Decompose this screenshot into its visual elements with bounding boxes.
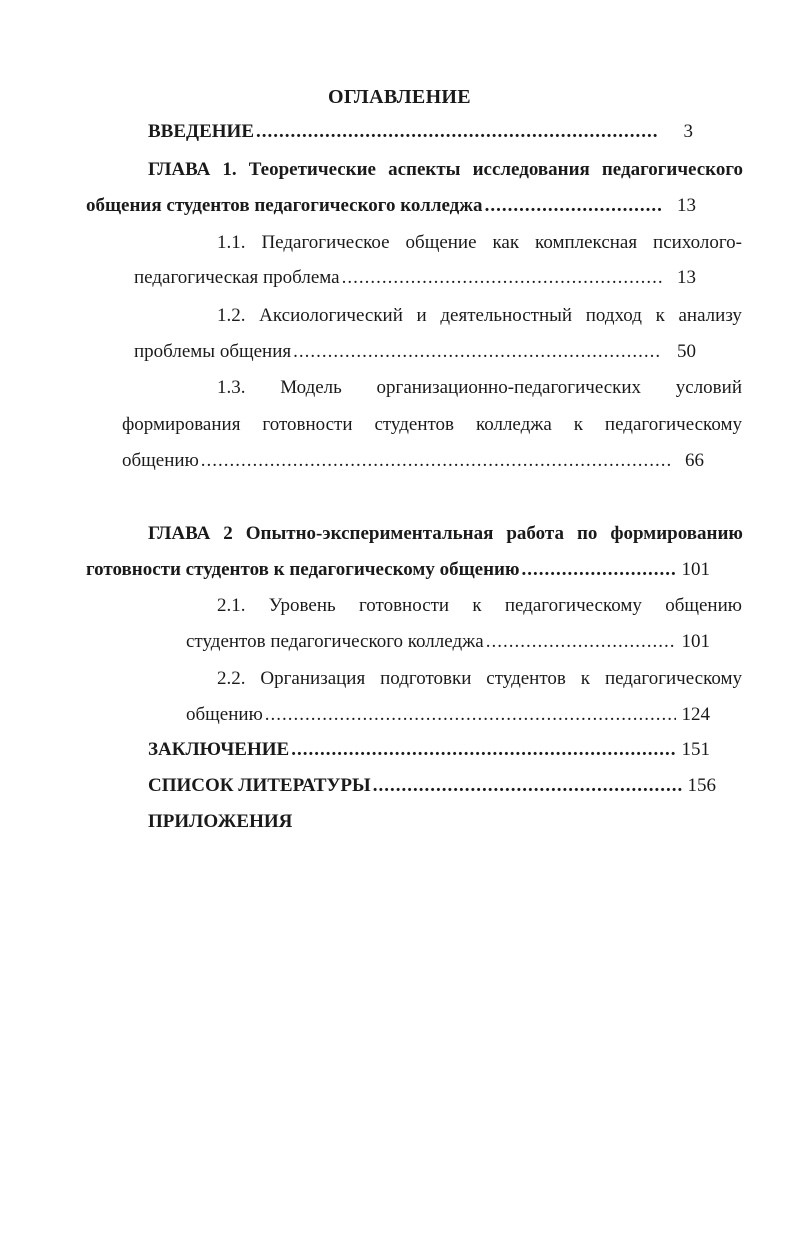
toc-section-1-1-line2: педагогическая проблема ..... 13 <box>134 266 696 290</box>
toc-entry-references: СПИСОК ЛИТЕРАТУРЫ ..... 156 <box>148 774 716 798</box>
dot-leader <box>265 703 676 727</box>
toc-section-2-2-line2: общению ..... 124 <box>186 703 710 727</box>
toc-title: ОГЛАВЛЕНИЕ <box>328 86 471 108</box>
toc-chapter1-line1: ГЛАВА 1. Теоретические аспекты исследования педагогического <box>148 159 743 180</box>
toc-section-1-3-line2: формирования готовности студентов колледжа к педагогическому <box>122 414 742 435</box>
dot-leader <box>293 340 662 364</box>
toc-chapter1-line2: общения студентов педагогического колледжа ..... 13 <box>86 194 696 218</box>
toc-page-number: 101 <box>681 559 710 580</box>
dot-leader <box>373 774 682 798</box>
toc-section-1-3-line1: 1.3. Модель организационно-педагогических условий <box>217 377 742 398</box>
toc-entry-conclusion: ЗАКЛЮЧЕНИЕ ..... 151 <box>148 738 710 762</box>
toc-entry-intro <box>148 120 693 144</box>
toc-page-number: 13 <box>677 195 696 216</box>
toc-page-number: 66 <box>685 450 704 471</box>
scan-speck <box>385 496 395 498</box>
toc-section-1-3-line3: общению ..... 66 <box>122 449 704 473</box>
dot-leader <box>522 558 676 582</box>
dot-leader <box>256 120 659 144</box>
dot-leader <box>201 449 670 473</box>
toc-section-1-1-line1: 1.1. Педагогическое общение как комплексная психолого- <box>217 232 742 253</box>
dot-leader <box>291 738 676 762</box>
dot-leader <box>485 194 662 218</box>
toc-entry-appendix: ПРИЛОЖЕНИЯ <box>148 811 293 832</box>
toc-page-number: 101 <box>681 631 710 652</box>
toc-section-1-2-line2: проблемы общения ..... 50 <box>134 340 696 364</box>
toc-page-number: 156 <box>687 775 716 796</box>
toc-page-number: 13 <box>677 267 696 288</box>
toc-section-2-1-line2: студентов педагогического колледжа ..... 101 <box>186 630 710 654</box>
toc-entry-label: ВВЕДЕНИЕ <box>148 121 254 142</box>
toc-section-2-1-line1: 2.1. Уровень готовности к педагогическому общению <box>217 595 742 616</box>
dot-leader <box>342 266 662 290</box>
toc-section-2-2-line1: 2.2. Организация подготовки студентов к педагогическому <box>217 668 742 689</box>
dot-leader <box>486 630 676 654</box>
toc-page-number: 124 <box>681 704 710 725</box>
toc-chapter2-line1: ГЛАВА 2 Опытно-экспериментальная работа по формированию <box>148 523 743 544</box>
toc-page-number: 151 <box>681 739 710 760</box>
toc-chapter2-line2: готовности студентов к педагогическому общению ..... 101 <box>86 558 710 582</box>
toc-page-number: 3 <box>683 121 693 142</box>
toc-section-1-2-line1: 1.2. Аксиологический и деятельностный подход к анализу <box>217 305 742 326</box>
toc-page-number: 50 <box>677 341 696 362</box>
